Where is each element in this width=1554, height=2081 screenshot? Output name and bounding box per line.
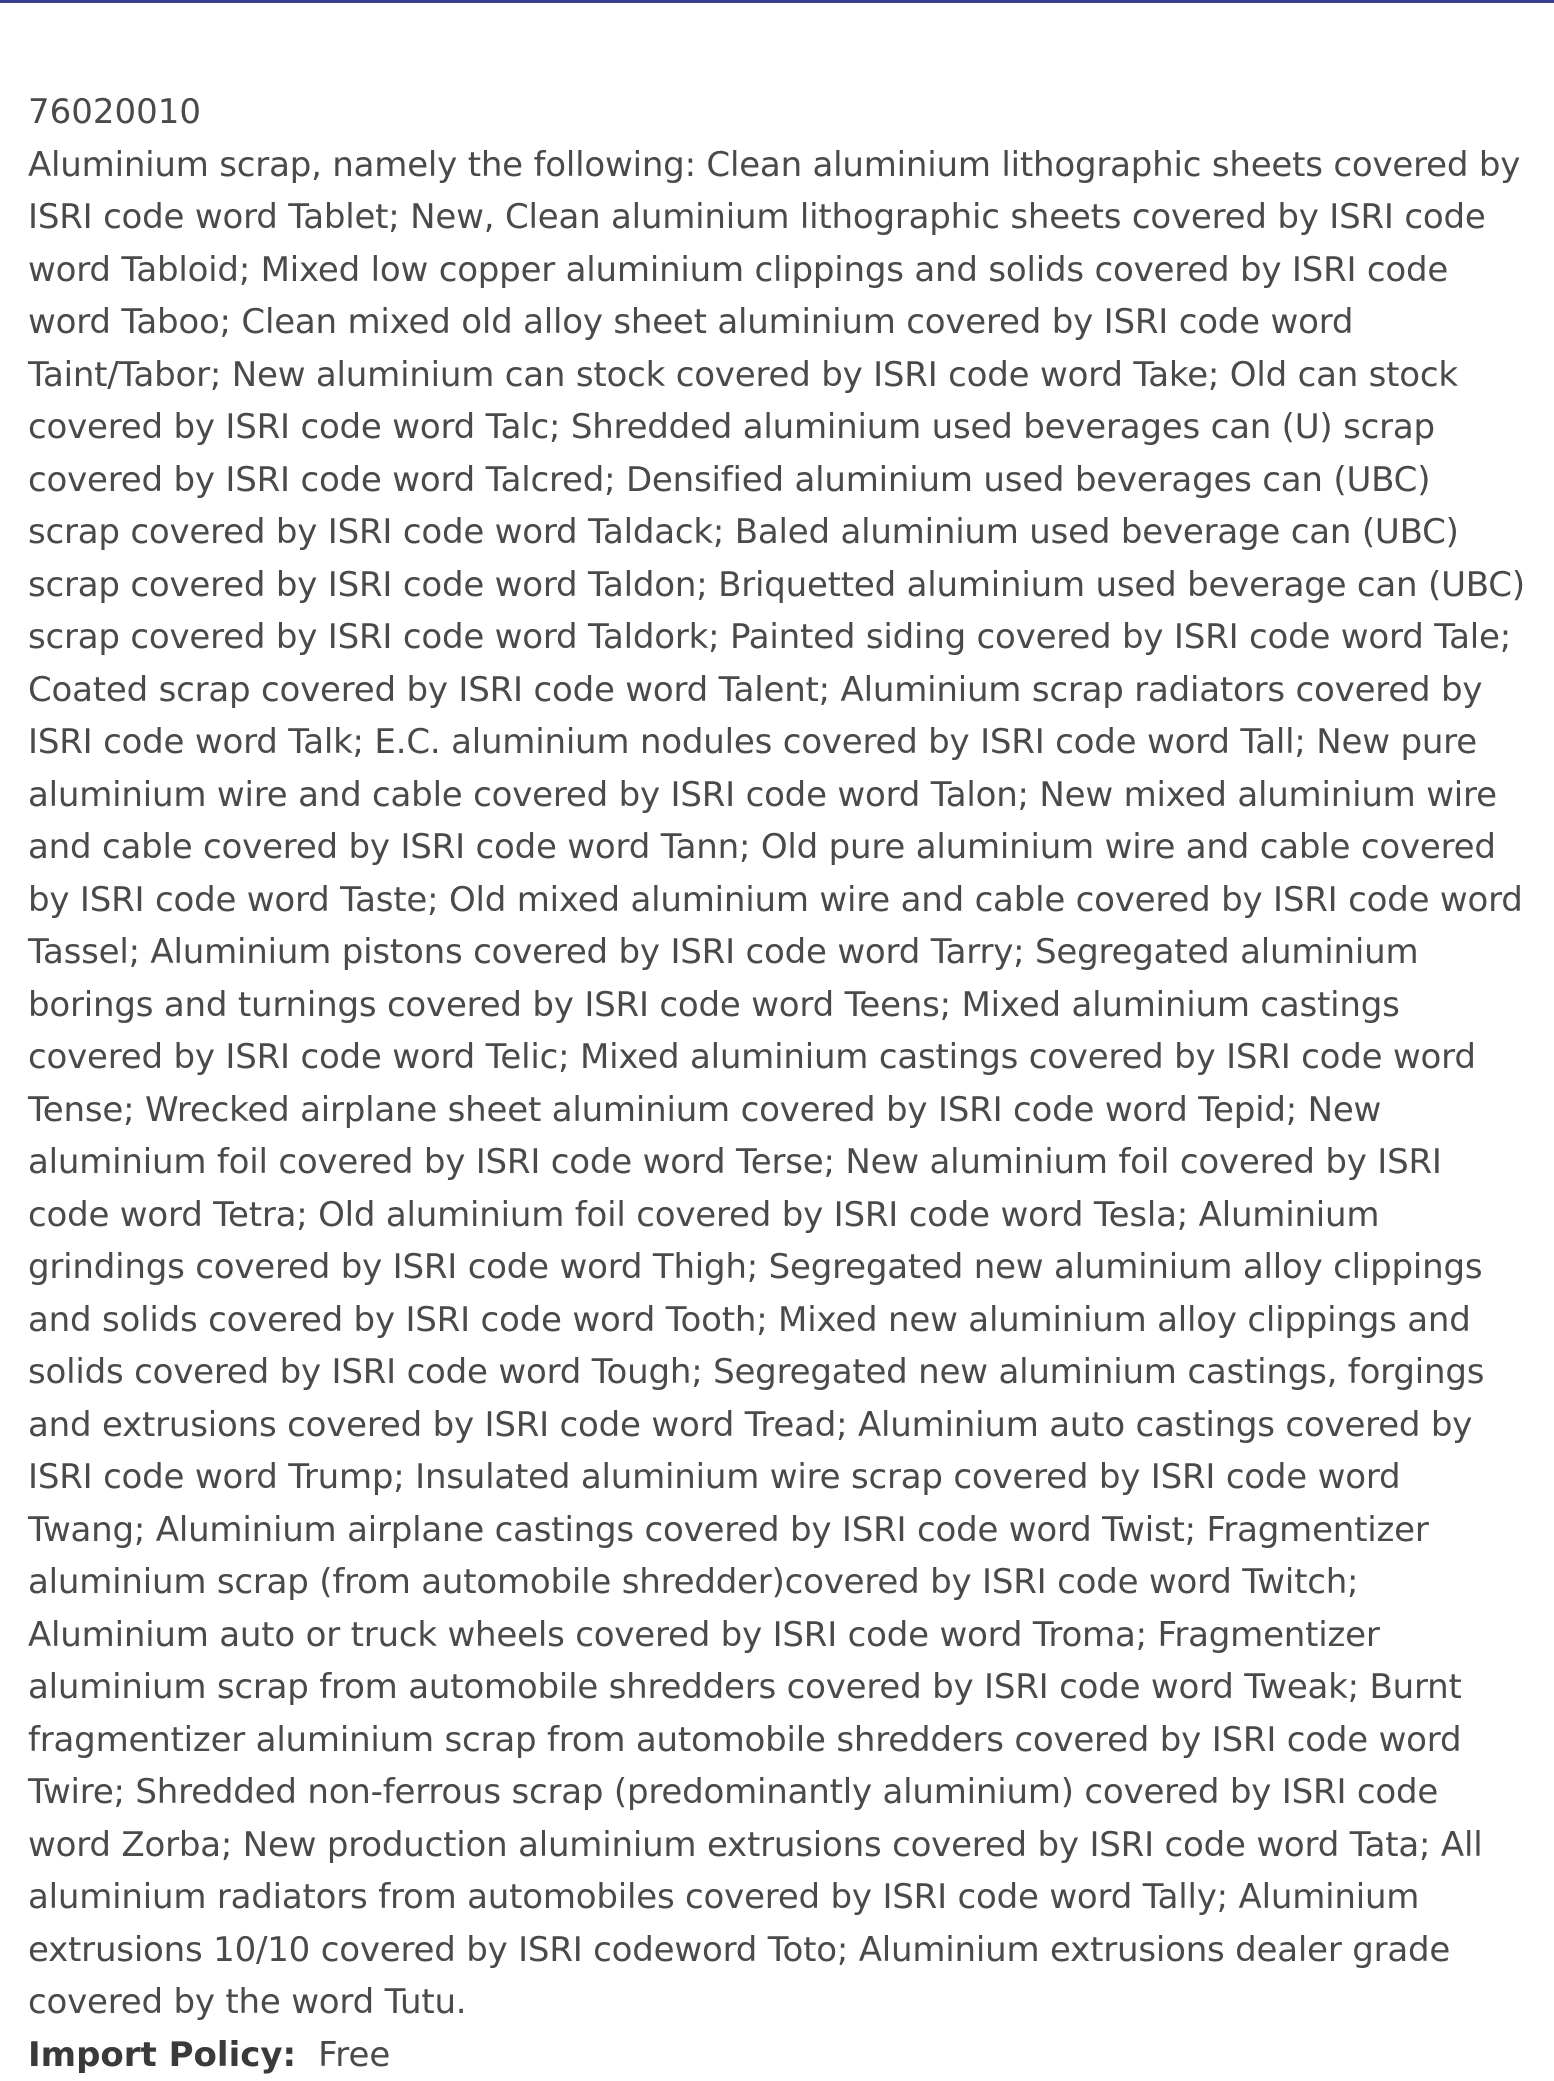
import-policy-label: Import Policy: bbox=[28, 2035, 296, 2075]
item-description: Aluminium scrap, namely the following: Clean aluminium lithographic sheets covered by ISRI code word Tablet; New, Clean aluminium lithographic sheets covered by ISRI code word Tabloid; Mixed low copper aluminium clippings and solids covered by ISRI code word Taboo; Clean mixed old alloy sheet aluminium covered by ISRI code word Taint/Tabor; New aluminium can stock covered by ISRI code word Take; Old can stock covered by ISRI code word Talc; Shredded aluminium used beverages can (U) scrap covered by ISRI code word Talcred; Densified aluminium used beverages can (UBC) scrap covered by ISRI code word Taldack; Baled aluminium used beverage can (UBC) scrap covered by ISRI code word Taldon; Briquetted aluminium used beverage can (UBC) scrap covered by ISRI code word Taldork; Painted siding covered by ISRI code word Tale; Coated scrap covered by ISRI code word Talent; Aluminium scrap radiators covered by ISRI code word Talk; E.C. aluminium nodules covered by ISRI code word Tall; New pure aluminium wire and cable covered by ISRI code word Talon; New mixed aluminium wire and cable covered by ISRI code word Tann; Old pure aluminium wire and cable covered by ISRI code word Taste; Old mixed aluminium wire and cable covered by ISRI code word Tassel; Aluminium pistons covered by ISRI code word Tarry; Segregated aluminium borings and turnings covered by ISRI code word Teens; Mixed aluminium castings covered by ISRI code word Telic; Mixed aluminium castings covered by ISRI code word Tense; Wrecked airplane sheet aluminium covered by ISRI code word Tepid; New aluminium foil covered by ISRI code word Terse; New aluminium foil covered by ISRI code word Tetra; Old aluminium foil covered by ISRI code word Tesla; Aluminium grindings covered by ISRI code word Thigh; Segregated new aluminium alloy clippings and solids covered by ISRI code word Tooth; Mixed new aluminium alloy clippings and solids covered by ISRI code word Tough; Segregated new aluminium castings, forgings and extrusions covered by ISRI code word Tread; Aluminium auto castings covered by ISRI code word Trump; Insulated aluminium wire scrap covered by ISRI code word Twang; Aluminium airplane castings covered by ISRI code word Twist; Fragmentizer aluminium scrap (from automobile shredder)covered by ISRI code word Twitch; Aluminium auto or truck wheels covered by ISRI code word Troma; Fragmentizer aluminium scrap from automobile shredders covered by ISRI code word Tweak; Burnt fragmentizer aluminium scrap from automobile shredders covered by ISRI code word Twire; Shredded non-ferrous scrap (predominantly aluminium) covered by ISRI code word Zorba; New production aluminium extrusions covered by ISRI code word Tata; All aluminium radiators from automobiles covered by ISRI code word Tally; Aluminium extrusions 10/10 covered by ISRI codeword Toto; Aluminium extrusions dealer grade covered by the word Tutu. bbox=[28, 139, 1528, 2029]
hs-code: 76020010 bbox=[28, 86, 1528, 139]
item-detail bbox=[28, 86, 1528, 2081]
import-policy-row bbox=[28, 2029, 1528, 2081]
import-policy-value: Free bbox=[318, 2035, 390, 2075]
top-border bbox=[0, 0, 1554, 3]
